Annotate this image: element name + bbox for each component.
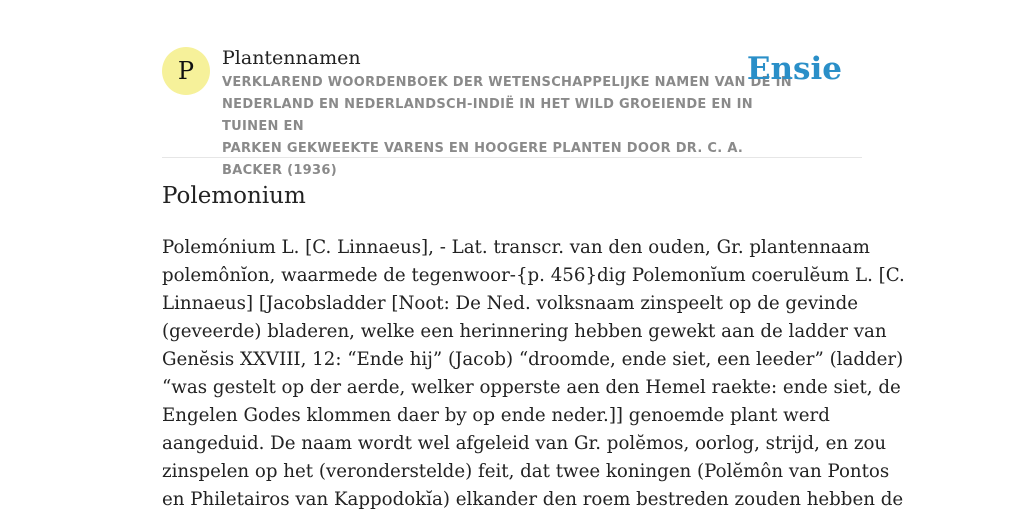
book-subtitle-line: VERKLAREND WOORDENBOEK DER WETENSCHAPPELIJKE NAMEN VAN DE IN <box>222 75 792 90</box>
entry-body-line: (geveerde) bladeren, welke een herinnering hebben gewekt aan de ladder van <box>162 321 887 342</box>
entry-body-line: zinspelen op het (veronderstelde) feit, dat twee koningen (Polĕmôn van Pontos <box>162 461 890 482</box>
ensie-logo-link[interactable]: Ensie <box>746 51 842 87</box>
book-subtitle <box>222 72 802 182</box>
entry-body <box>162 234 905 512</box>
avatar-letter: P <box>177 57 195 85</box>
entry-body-line: “was gestelt op der aerde, welker opperste aen den Hemel raekte: ende siet, de <box>162 377 901 398</box>
entry-body-line: Genĕsis XXVIII, 12: “Ende hij” (Jacob) “droomde, ende siet, een leeder” (ladder) <box>162 349 904 370</box>
book-avatar[interactable] <box>162 47 210 95</box>
book-title-link[interactable]: Plantennamen <box>222 47 361 69</box>
book-subtitle-line: PARKEN GEKWEEKTE VARENS EN HOOGERE PLANTEN DOOR DR. C. A. BACKER (1936) <box>222 141 744 178</box>
book-subtitle-line: NEDERLAND EN NEDERLANDSCH-INDIË IN HET WILD GROEIENDE EN IN TUINEN EN <box>222 97 753 134</box>
entry-title: Polemonium <box>162 183 306 209</box>
entry-body-line: polemônĭon, waarmede de tegenwoor-{p. 456}dig Polemonĭum coerulĕum L. [C. <box>162 265 905 286</box>
entry-body-line: en Philetairos van Kappodokĭa) elkander den roem bestreden zouden hebben de <box>162 489 904 510</box>
book-header <box>162 45 862 178</box>
entry-body-line: Polemónium L. [C. Linnaeus], - Lat. transcr. van den ouden, Gr. plantennaam <box>162 237 870 258</box>
header-divider <box>162 157 862 158</box>
entry-body-line: aangeduid. De naam wordt wel afgeleid van Gr. polĕmos, oorlog, strijd, en zou <box>162 433 887 454</box>
entry-body-line: Linnaeus] [Jacobsladder [Noot: De Ned. volksnaam zinspeelt op de gevinde <box>162 293 859 314</box>
entry-body-line: Engelen Godes klommen daer by op ende neder.]] genoemde plant werd <box>162 405 830 426</box>
